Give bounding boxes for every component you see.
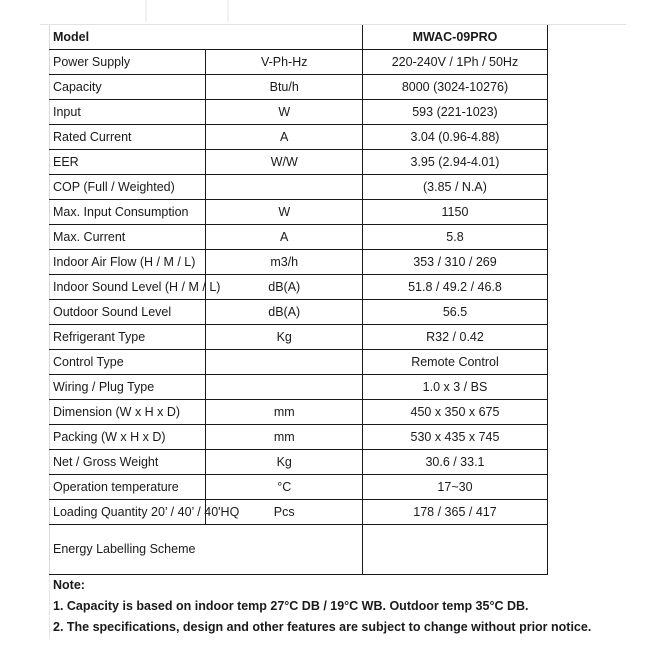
spec-label: Net / Gross Weight — [50, 450, 206, 475]
spec-unit: A — [206, 225, 362, 250]
spec-unit — [206, 175, 362, 200]
spec-unit — [206, 375, 362, 400]
spec-label: Wiring / Plug Type — [50, 375, 206, 400]
table-row — [50, 275, 548, 300]
spec-label: Refrigerant Type — [50, 325, 206, 350]
spec-label: Control Type — [50, 350, 206, 375]
table-row — [50, 500, 548, 525]
spec-label: Input — [50, 100, 206, 125]
table-header-row — [50, 25, 548, 50]
table-row — [50, 75, 548, 100]
spec-unit: m3/h — [206, 250, 362, 275]
spec-unit: W — [206, 200, 362, 225]
spec-unit: Kg — [206, 325, 362, 350]
spec-label: Operation temperature — [50, 475, 206, 500]
table-row — [50, 475, 548, 500]
spec-unit: dB(A) — [206, 275, 362, 300]
spec-unit: W/W — [206, 150, 362, 175]
table-row — [50, 175, 548, 200]
spec-value: 30.6 / 33.1 — [362, 450, 547, 475]
spec-value: 5.8 — [362, 225, 547, 250]
spec-value: 8000 (3024-10276) — [362, 75, 547, 100]
spec-value: 530 x 435 x 745 — [362, 425, 547, 450]
table-row — [50, 200, 548, 225]
spec-unit: Kg — [206, 450, 362, 475]
spec-unit — [206, 350, 362, 375]
table-row — [50, 100, 548, 125]
spec-value: 56.5 — [362, 300, 547, 325]
spec-value: (3.85 / N.A) — [362, 175, 547, 200]
table-row — [50, 325, 548, 350]
energy-labelling-value — [362, 525, 547, 575]
table-row — [50, 250, 548, 275]
spec-value: 1150 — [362, 200, 547, 225]
spec-label: Rated Current — [50, 125, 206, 150]
spec-label: Dimension (W x H x D) — [50, 400, 206, 425]
spec-label: Indoor Air Flow (H / M / L) — [50, 250, 206, 275]
spec-unit: A — [206, 125, 362, 150]
spec-unit: °C — [206, 475, 362, 500]
faint-mark — [227, 0, 229, 22]
spec-value: 178 / 365 / 417 — [362, 500, 547, 525]
model-label: Model — [50, 25, 363, 50]
note-item: 2. The specifications, design and other features are subject to change without prior notice. — [49, 617, 649, 638]
faint-mark — [145, 0, 147, 22]
table-row — [50, 225, 548, 250]
energy-labelling-row — [50, 525, 548, 575]
spec-value: 3.95 (2.94-4.01) — [362, 150, 547, 175]
spec-label: COP (Full / Weighted) — [50, 175, 206, 200]
table-row — [50, 50, 548, 75]
spec-unit: Pcs — [206, 500, 362, 525]
spec-value: 1.0 x 3 / BS — [362, 375, 547, 400]
spec-value: 3.04 (0.96-4.88) — [362, 125, 547, 150]
notes-title: Note: — [49, 575, 649, 596]
table-row — [50, 375, 548, 400]
spec-unit: Btu/h — [206, 75, 362, 100]
table-row — [50, 300, 548, 325]
table-row — [50, 350, 548, 375]
table-row — [50, 425, 548, 450]
spec-value: R32 / 0.42 — [362, 325, 547, 350]
model-value: MWAC-09PRO — [362, 25, 547, 50]
spec-label: Outdoor Sound Level — [50, 300, 206, 325]
spec-label: Max. Input Consumption — [50, 200, 206, 225]
notes-section — [49, 575, 649, 638]
table-row — [50, 150, 548, 175]
spec-label: Capacity — [50, 75, 206, 100]
spec-label: Max. Current — [50, 225, 206, 250]
spec-value: 17~30 — [362, 475, 547, 500]
spec-value: 450 x 350 x 675 — [362, 400, 547, 425]
spec-unit: mm — [206, 425, 362, 450]
energy-labelling-label: Energy Labelling Scheme — [50, 525, 363, 575]
spec-label: Power Supply — [50, 50, 206, 75]
table-row — [50, 450, 548, 475]
spec-label: Packing (W x H x D) — [50, 425, 206, 450]
spec-label: Loading Quantity 20’ / 40’ / 40'HQ — [50, 500, 206, 525]
table-row — [50, 125, 548, 150]
spec-value: 353 / 310 / 269 — [362, 250, 547, 275]
spec-value: 593 (221-1023) — [362, 100, 547, 125]
spec-value: 220-240V / 1Ph / 50Hz — [362, 50, 547, 75]
spec-unit: dB(A) — [206, 300, 362, 325]
spec-value: Remote Control — [362, 350, 547, 375]
note-item: 1. Capacity is based on indoor temp 27°C DB / 19°C WB. Outdoor temp 35°C DB. — [49, 596, 649, 617]
spec-table — [49, 25, 548, 575]
spec-label: Indoor Sound Level (H / M / L) — [50, 275, 206, 300]
spec-unit: V-Ph-Hz — [206, 50, 362, 75]
spec-unit: W — [206, 100, 362, 125]
table-row — [50, 400, 548, 425]
spec-unit: mm — [206, 400, 362, 425]
spec-label: EER — [50, 150, 206, 175]
spec-value: 51.8 / 49.2 / 46.8 — [362, 275, 547, 300]
